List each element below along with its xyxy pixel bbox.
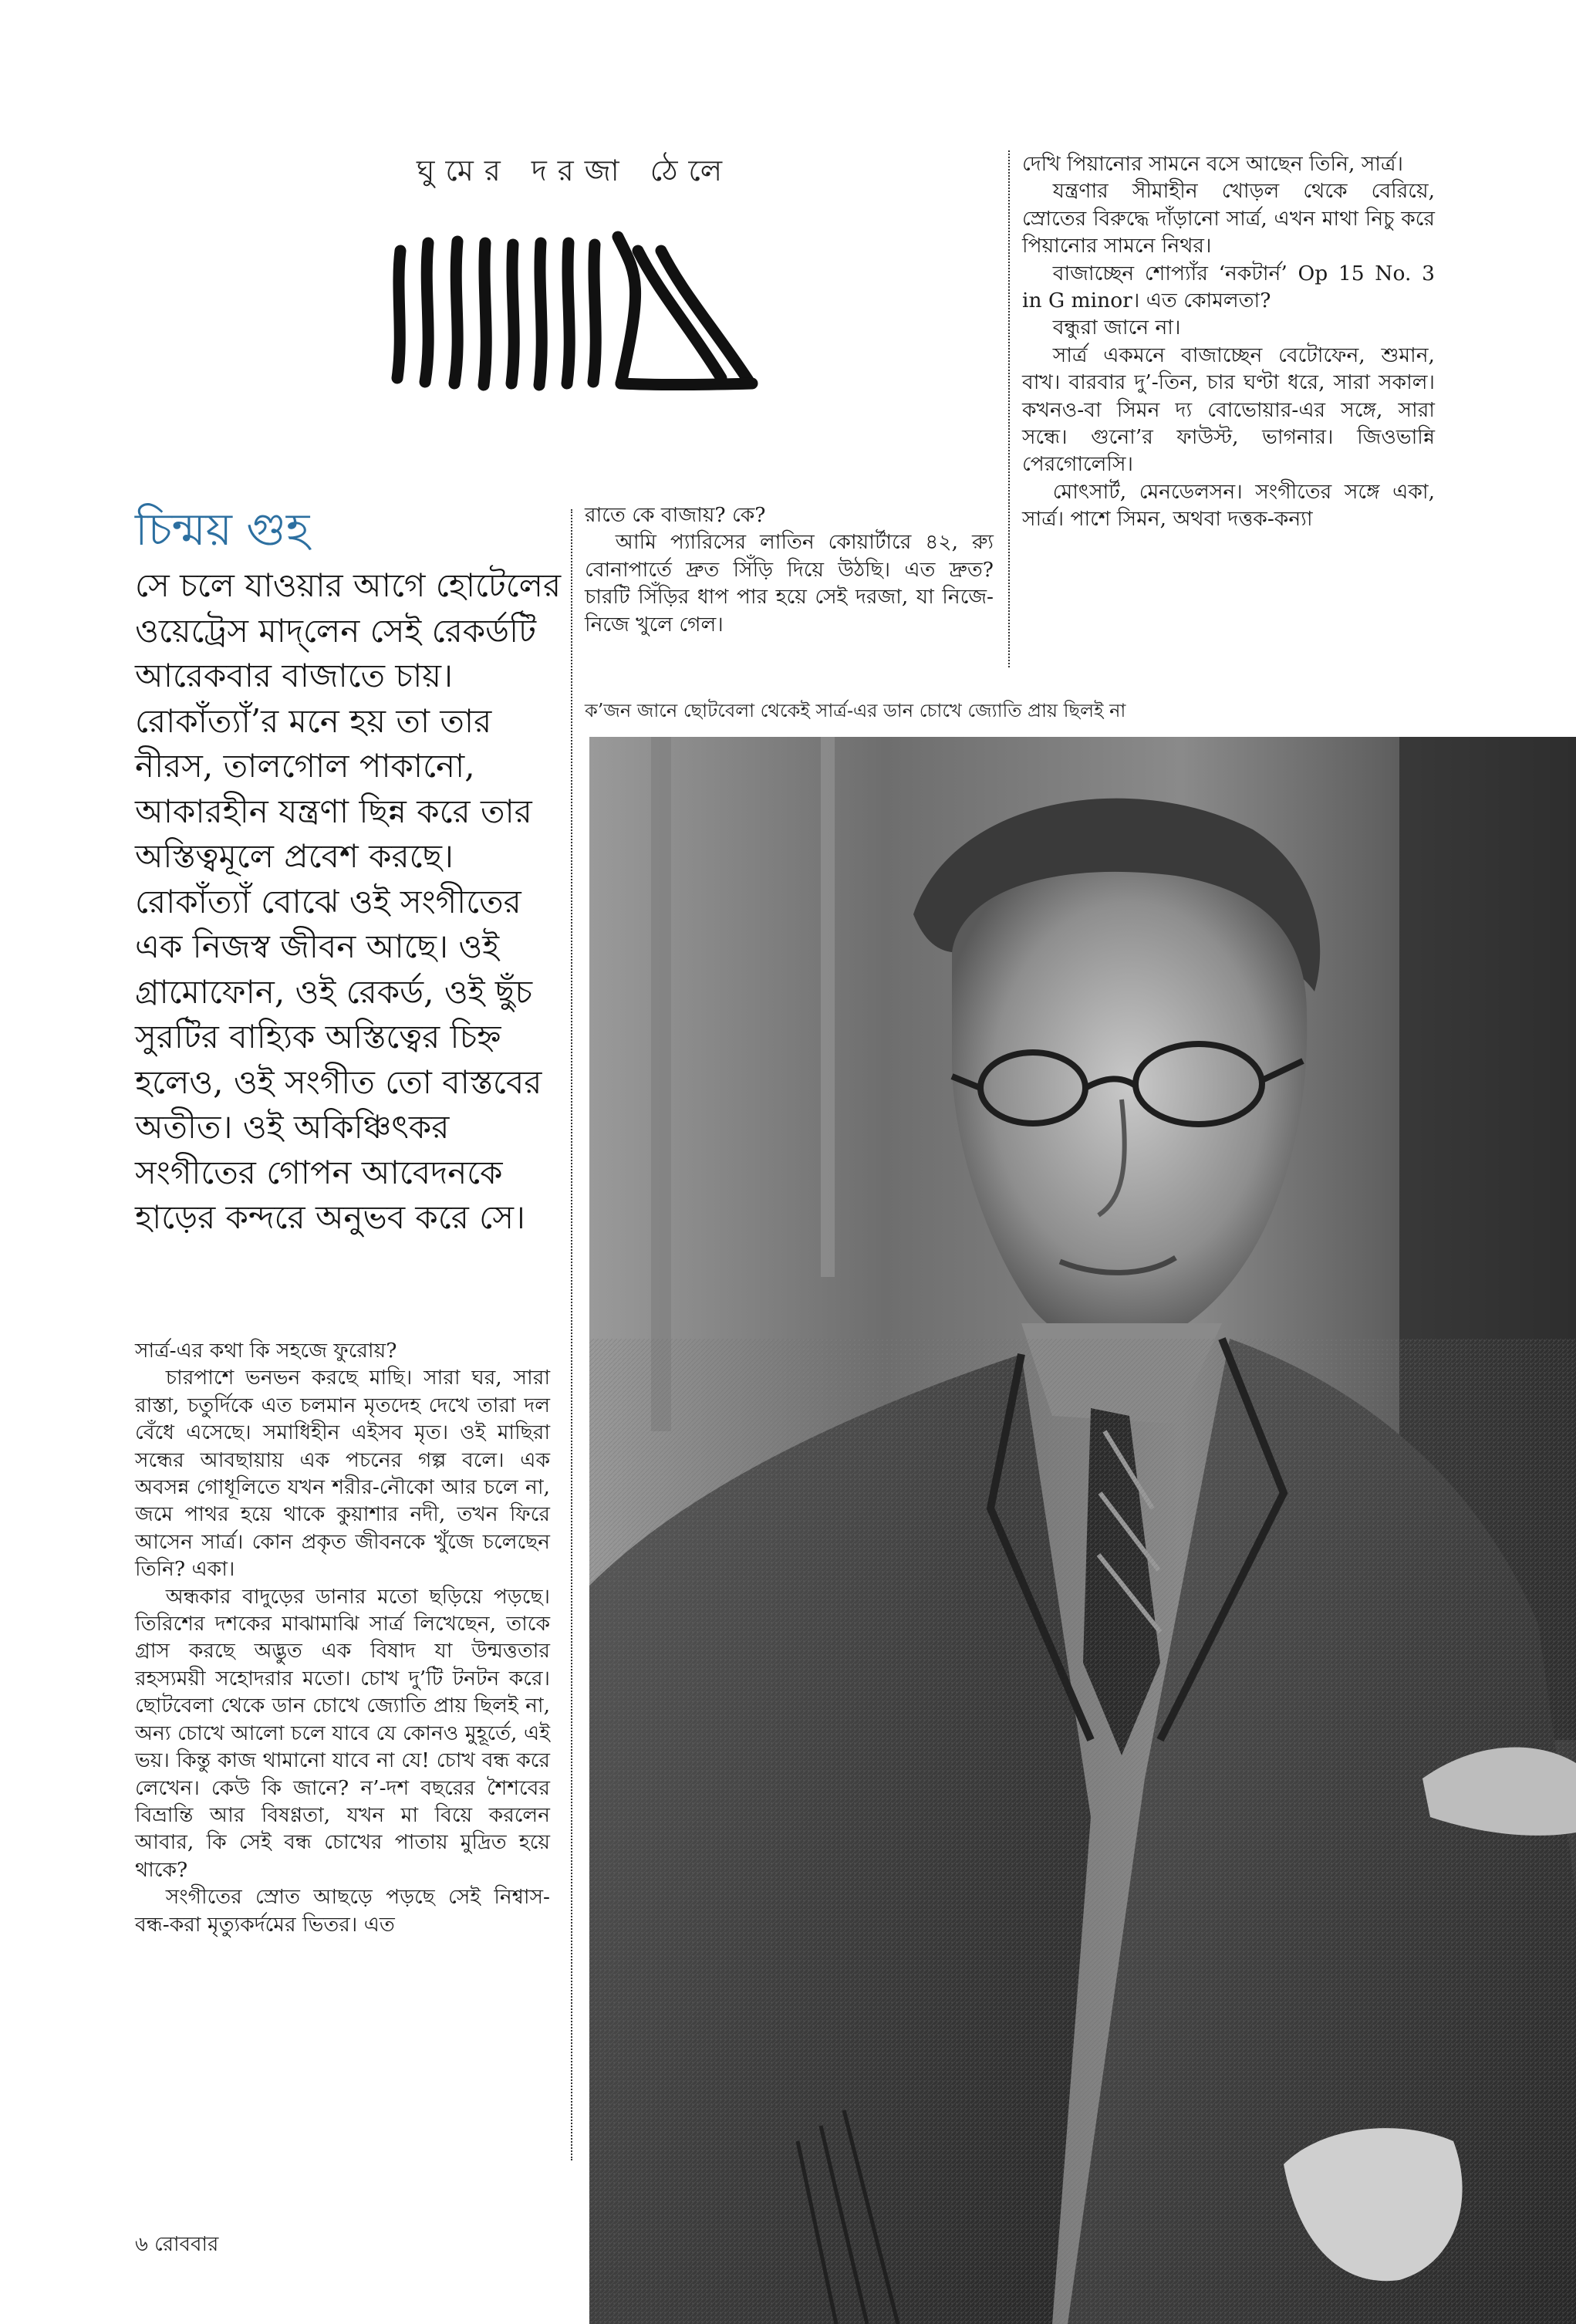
magazine-name: রোববার: [154, 2233, 219, 2256]
body-column-right: [1022, 150, 1435, 533]
paragraph: যন্ত্রণার সীমাহীন খোড়ল থেকে বেরিয়ে, স্রোতের বিরুদ্ধে দাঁড়ানো সার্ত্র, এখন মাথা নিচু করে পিয়ানোর সামনে নিথর।: [1022, 179, 1435, 258]
paragraph: রাতে কে বাজায়? কে?: [585, 503, 766, 527]
column-divider: [571, 509, 572, 2160]
paragraph: বাজাচ্ছেন শোপ্যাঁর ‘নকটার্ন’ Op 15 No. 3 in G minor। এত কোমলতা?: [1022, 261, 1435, 313]
section-kicker: ঘুমের দরজা ঠেলে: [417, 154, 734, 187]
paragraph: আমি প্যারিসের লাতিন কোয়ার্টারে ৪২, র‍্যু বোনাপার্তে দ্রুত সিঁড়ি দিয়ে উঠছি। এত দ্রুত? চারটি সিঁড়ির ধাপ পার হয়ে সেই দরজা, যা নিজে-নিজে খুলে গেল।: [585, 530, 994, 637]
paragraph: দেখি পিয়ানোর সামনে বসে আছেন তিনি, সার্ত্র।: [1022, 152, 1403, 176]
paragraph: অন্ধকার বাদুড়ের ডানার মতো ছড়িয়ে পড়ছে। তিরিশের দশকের মাঝামাঝি সার্ত্র লিখেছেন, তাকে গ্রাস করছে অদ্ভুত এক বিষাদ যা উন্মত্ততার রহস্যময়ী সহোদরার মতো। চোখ দু’টি টনটন করে। ছোটবেলা থেকে ডান চোখে জ্যোতি প্রায় ছিলই না, অন্য চোখে আলো চলে যাবে যে কোনও মুহূর্তে, এই ভয়। কিন্তু কাজ থামানো যাবে না যে! চোখ বন্ধ করে লেখেন। কেউ কি জানে? ন’-দশ বছরের শৈশবের বিভ্রান্তি আর বিষণ্ণতা, যখন মা বিয়ে করলেন আবার, কি সেই বন্ধ চোখের পাতায় মুদ্রিত হয়ে থাকে?: [135, 1584, 550, 1882]
page-footer: [135, 2228, 218, 2262]
column-divider: [1008, 150, 1010, 667]
paragraph: সার্ত্র একমনে বাজাচ্ছেন বেটোফেন, শুমান, বাখ। বারবার দু’-তিন, চার ঘণ্টা ধরে, সারা সকাল। কখনও-বা সিমন দ্য বোভোয়ার-এর সঙ্গে, সারা সন্ধে। গুনো’র ফাউস্ট, ভাগনার। জিওভান্নি পেরগোলেসি।: [1022, 343, 1435, 477]
page-number: ৬: [135, 2233, 148, 2256]
photo-caption: ক’জন জানে ছোটবেলা থেকেই সার্ত্র-এর ডান চোখে জ্যোতি প্রায় ছিলই না: [585, 700, 1126, 721]
paragraph: সংগীতের স্রোত আছড়ে পড়ছে সেই নিশ্বাস-বন্ধ-করা মৃত্যুকর্দমের ভিতর। এত: [135, 1885, 550, 1937]
author-byline: চিন্ময় গুহ: [135, 503, 310, 556]
paragraph: সার্ত্র-এর কথা কি সহজে ফুরোয়?: [135, 1339, 397, 1363]
paragraph: চারপাশে ভনভন করছে মাছি। সারা ঘর, সারা রাস্তা, চতুর্দিকে এত চলমান মৃতদেহ দেখে তারা দল বেঁধে এসেছে। সমাধিহীন এইসব মৃত। ওই মাছিরা সন্ধের আবছায়ায় এক পচনের গল্প বলে। এক অবসন্ন গোধূলিতে যখন শরীর-নৌকো আর চলে না, জমে পাথর হয়ে থাকে কুয়াশার নদী, তখন ফিরে আসেন সার্ত্র। কোন প্রকৃত জীবনকে খুঁজে চলেছেন তিনি? একা।: [135, 1366, 550, 1582]
paragraph: বন্ধুরা জানে না।: [1052, 316, 1181, 340]
portrait-photo: [589, 737, 1576, 2324]
hand-drawn-stroke-title-icon: [390, 220, 760, 401]
lead-paragraph: সে চলে যাওয়ার আগে হোটেলের ওয়েট্রেস মাদ্‌লেন সেই রেকর্ডটি আরেকবার বাজাতে চায়। রোকাঁত্যাঁ’র মনে হয় তা তার নীরস, তালগোল পাকানো, আকারহীন যন্ত্রণা ছিন্ন করে তার অস্তিত্বমূলে প্রবেশ করছে। রোকাঁত্যাঁ বোঝে ওই সংগীতের এক নিজস্ব জীবন আছে। ওই গ্রামোফোন, ওই রেকর্ড, ওই ছুঁচ সুরটির বাহ্যিক অস্তিত্বের চিহ্ন হলেও, ওই সংগীত তো বাস্তবের অতীত। ওই অকিঞ্চিৎকর সংগীতের গোপন আবেদনকে হাড়ের কন্দরে অনুভব করে সে।: [135, 566, 562, 1236]
body-column-left: [135, 1337, 550, 1938]
body-column-middle: [585, 502, 994, 638]
paragraph: মোৎসার্ট, মেনডেলসন। সংগীতের সঙ্গে একা, সার্ত্র। পাশে সিমন, অথবা দত্তক-কন্যা: [1022, 479, 1435, 532]
